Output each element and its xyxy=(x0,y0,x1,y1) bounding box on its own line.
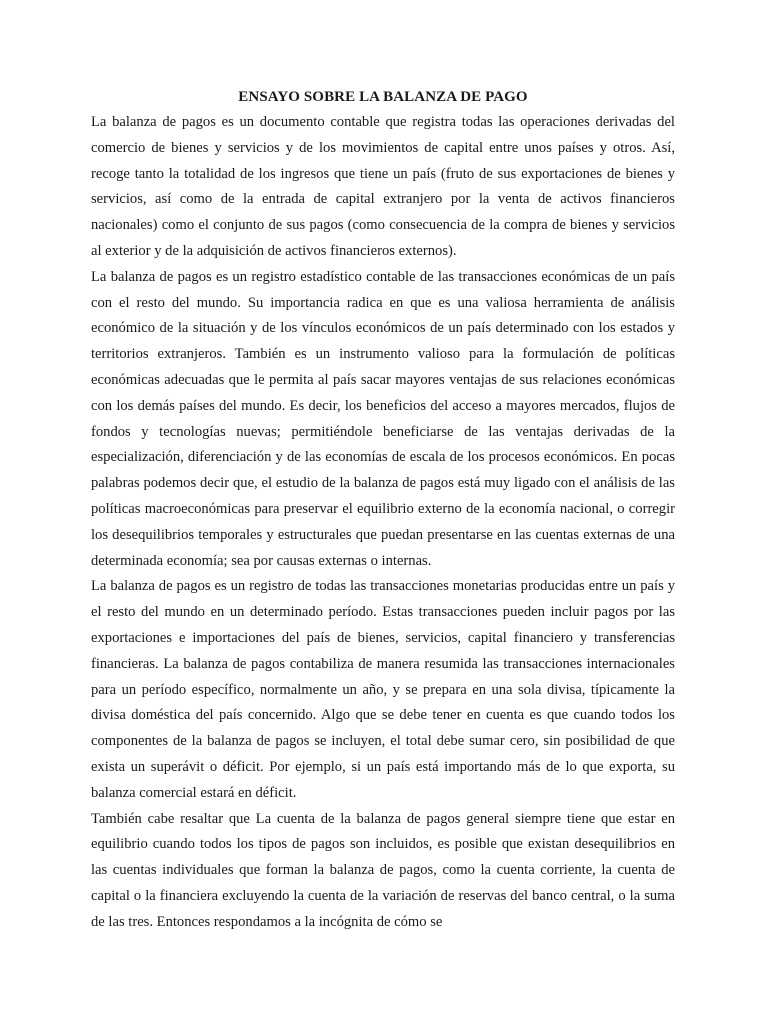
paragraph-1: La balanza de pagos es un documento contable que registra todas las operaciones derivadas del comercio de bienes y servicios y de los movimientos de capital entre unos países y otros. Así, recoge tanto la totalidad de los ingresos que tiene un país (fruto de sus exportaciones de bienes y servicios, así como de la entrada de capital extranjero por la venta de activos financieros nacionales) como el conjunto de sus pagos (como consecuencia de la compra de bienes y servicios al exterior y de la adquisición de activos financieros externos). xyxy=(91,114,675,259)
document-title: ENSAYO SOBRE LA BALANZA DE PAGO xyxy=(238,89,528,105)
paragraph-2: La balanza de pagos es un registro estadístico contable de las transacciones económicas de un país con el resto del mundo. Su importancia radica en que es una valiosa herramienta de análisis económico de la situación y de los vínculos económicos de un país determinado con los estados y territorios extranjeros. También es un instrumento valioso para la formulación de políticas económicas adecuadas que le permita al país sacar mayores ventajas de sus relaciones económicas con los demás países del mundo. Es decir, los beneficios del acceso a mayores mercados, flujos de fondos y tecnologías nuevas; permitiéndole beneficiarse de las ventajas derivadas de la especialización, diferenciación y de las economías de escala de los procesos económicos. En pocas palabras podemos decir que, el estudio de la balanza de pagos está muy ligado con el análisis de las políticas macroeconómicas para preservar el equilibrio externo de la economía nacional, o corregir los desequilibrios temporales y estructurales que puedan presentarse en las cuentas externas de una determinada economía; sea por causas externas o internas. xyxy=(91,268,675,569)
paragraph-4: También cabe resaltar que La cuenta de la balanza de pagos general siempre tiene que estar en equilibrio cuando todos los tipos de pagos son incluidos, es posible que existan desequilibrios en las cuentas individuales que forman la balanza de pagos, como la cuenta corriente, la cuenta de capital o la financiera excluyendo la cuenta de la variación de reservas del banco central, o la suma de las tres. Entonces respondamos a la incógnita de cómo se xyxy=(91,810,675,930)
document-page xyxy=(91,84,675,936)
paragraph-3: La balanza de pagos es un registro de todas las transacciones monetarias producidas entre un país y el resto del mundo en un determinado período. Estas transacciones pueden incluir pagos por las exportaciones e importaciones del país de bienes, servicios, capital financiero y transferencias financieras. La balanza de pagos contabiliza de manera resumida las transacciones internacionales para un período específico, normalmente un año, y se prepara en una sola divisa, típicamente la divisa doméstica del país concernido. Algo que se debe tener en cuenta es que cuando todos los componentes de la balanza de pagos se incluyen, el total debe sumar cero, sin posibilidad de que exista un superávit o déficit. Por ejemplo, si un país está importando más de lo que exporta, su balanza comercial estará en déficit. xyxy=(91,578,675,801)
